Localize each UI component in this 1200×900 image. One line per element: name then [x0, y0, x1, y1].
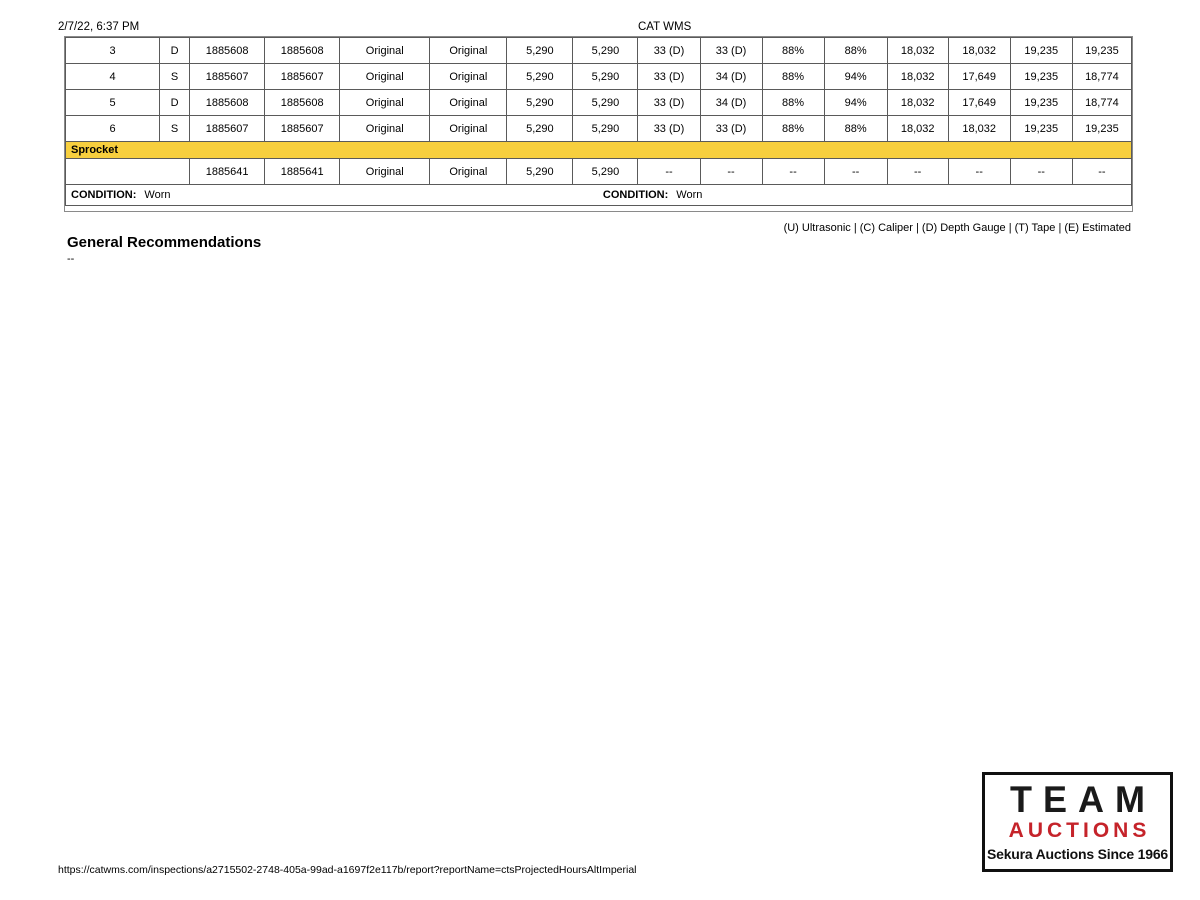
table-cell: 18,032 — [887, 64, 948, 90]
table-cell: Original — [430, 64, 507, 90]
table-cell: -- — [700, 159, 762, 185]
table-cell: S — [160, 116, 190, 142]
table-cell: 1885608 — [265, 90, 340, 116]
table-cell: 5 — [66, 90, 160, 116]
table-cell: Original — [340, 116, 430, 142]
table-cell: 18,032 — [948, 38, 1010, 64]
table-cell: 5,290 — [507, 159, 573, 185]
table-cell: 5,290 — [573, 38, 638, 64]
condition-cell — [66, 185, 573, 206]
logo-team-text: TEAM — [1010, 778, 1156, 821]
table-cell: 5,290 — [573, 64, 638, 90]
recommendations-title: General Recommendations — [67, 234, 262, 251]
condition-label: CONDITION: — [71, 189, 137, 201]
table-cell: 94% — [824, 90, 887, 116]
condition-row — [66, 185, 1132, 206]
condition-value: Worn — [144, 189, 171, 201]
print-timestamp: 2/7/22, 6:37 PM — [58, 21, 140, 33]
table-cell: 94% — [824, 64, 887, 90]
table-cell: 5,290 — [507, 64, 573, 90]
table-cell: 33 (D) — [700, 116, 762, 142]
condition-label: CONDITION: — [602, 189, 669, 201]
team-auctions-logo — [982, 772, 1173, 872]
table-cell: 6 — [66, 116, 160, 142]
table-row — [66, 159, 1132, 185]
table-cell: 88% — [762, 90, 824, 116]
table-cell: 1885607 — [190, 64, 265, 90]
table-cell: 33 (D) — [638, 116, 700, 142]
table-cell: S — [160, 64, 190, 90]
table-cell: 19,235 — [1010, 90, 1072, 116]
table-cell: Original — [430, 90, 507, 116]
table-cell: -- — [638, 159, 700, 185]
table-cell: 88% — [762, 116, 824, 142]
table-cell: 88% — [824, 38, 887, 64]
table-cell: 5,290 — [507, 90, 573, 116]
table-cell: 1885607 — [265, 116, 340, 142]
table-cell: -- — [1072, 159, 1131, 185]
table-cell: 1885641 — [265, 159, 340, 185]
section-header-row — [66, 142, 1132, 159]
table-cell: Original — [430, 38, 507, 64]
table-cell: D — [160, 90, 190, 116]
table-cell: D — [160, 38, 190, 64]
table-cell: -- — [948, 159, 1010, 185]
table-cell: Original — [340, 159, 430, 185]
section-label: Sprocket — [66, 142, 1132, 159]
table-cell: 18,032 — [887, 116, 948, 142]
table-row — [66, 38, 1132, 64]
table-cell: 19,235 — [1072, 38, 1131, 64]
table-cell: 33 (D) — [638, 90, 700, 116]
table-cell: 33 (D) — [638, 64, 700, 90]
table-cell: 5,290 — [573, 116, 638, 142]
table-cell: 18,032 — [948, 116, 1010, 142]
logo-tagline: Sekura Auctions Since 1966 — [986, 846, 1169, 863]
table-cell: Original — [340, 38, 430, 64]
table-cell: 1885608 — [190, 38, 265, 64]
table-cell: 18,032 — [887, 90, 948, 116]
table-row — [66, 64, 1132, 90]
table-cell: 5,290 — [573, 159, 638, 185]
table-cell — [66, 159, 190, 185]
table-row — [66, 116, 1132, 142]
measurement-legend: (U) Ultrasonic | (C) Caliper | (D) Depth Gauge | (T) Tape | (E) Estimated — [783, 222, 1131, 234]
table-cell: 34 (D) — [700, 90, 762, 116]
report-url: https://catwms.com/inspections/a2715502-2748-405a-99ad-a1697f2e117b/report?reportName=ctsProjectedHoursAltImperial — [58, 864, 637, 876]
table-cell: 4 — [66, 64, 160, 90]
recommendations-body: -- — [67, 253, 75, 265]
table-cell: -- — [824, 159, 887, 185]
table-cell: 1885607 — [265, 64, 340, 90]
table-cell: 1885607 — [190, 116, 265, 142]
table-cell: 18,032 — [887, 38, 948, 64]
table-cell: 19,235 — [1010, 38, 1072, 64]
inspection-table-wrapper — [64, 36, 1133, 212]
table-cell: -- — [762, 159, 824, 185]
table-cell: Original — [340, 64, 430, 90]
table-cell: 5,290 — [507, 116, 573, 142]
table-cell: 88% — [824, 116, 887, 142]
table-cell: 18,774 — [1072, 90, 1131, 116]
table-cell: 1885608 — [190, 90, 265, 116]
table-cell: 17,649 — [948, 90, 1010, 116]
table-cell: 19,235 — [1010, 116, 1072, 142]
table-cell: 5,290 — [573, 90, 638, 116]
table-cell: -- — [887, 159, 948, 185]
table-cell: 5,290 — [507, 38, 573, 64]
table-cell: 19,235 — [1072, 116, 1131, 142]
table-cell: Original — [430, 159, 507, 185]
table-cell: 34 (D) — [700, 64, 762, 90]
table-cell: 33 (D) — [700, 38, 762, 64]
condition-cell — [573, 185, 1132, 206]
logo-auctions-text: AUCTIONS — [1008, 818, 1151, 842]
condition-value: Worn — [676, 189, 703, 201]
table-cell: Original — [430, 116, 507, 142]
table-cell: 1885608 — [265, 38, 340, 64]
inspection-table — [65, 37, 1132, 206]
table-cell: Original — [340, 90, 430, 116]
table-cell: 33 (D) — [638, 38, 700, 64]
table-cell: 88% — [762, 38, 824, 64]
page-title: CAT WMS — [638, 21, 692, 33]
table-cell: 18,774 — [1072, 64, 1131, 90]
table-cell: -- — [1010, 159, 1072, 185]
table-cell: 19,235 — [1010, 64, 1072, 90]
table-cell: 17,649 — [948, 64, 1010, 90]
table-row — [66, 90, 1132, 116]
table-cell: 1885641 — [190, 159, 265, 185]
table-cell: 3 — [66, 38, 160, 64]
table-cell: 88% — [762, 64, 824, 90]
